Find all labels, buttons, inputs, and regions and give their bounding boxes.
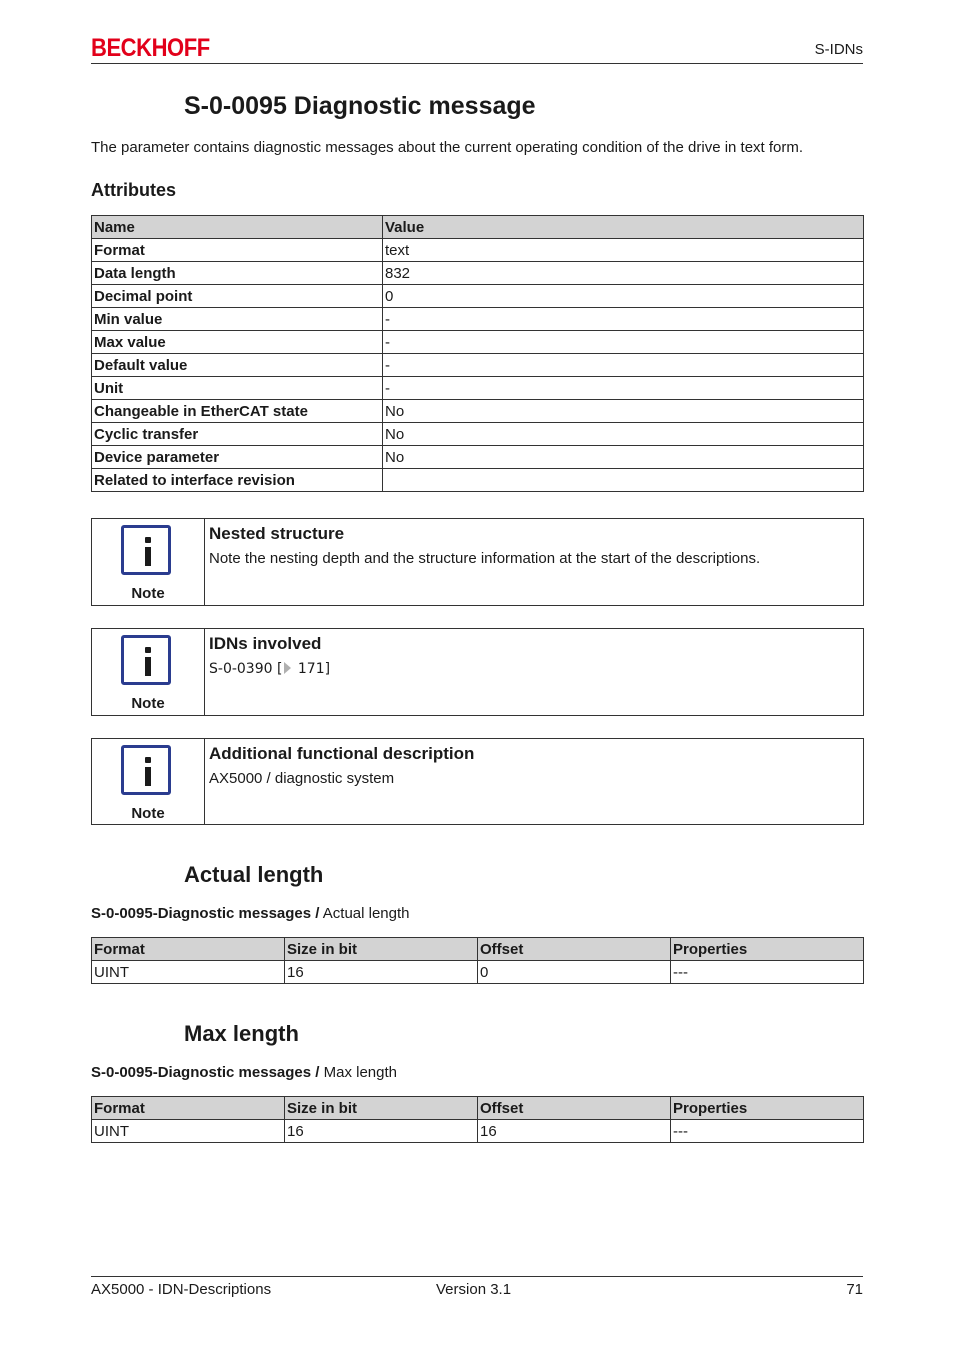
attr-name: Format: [92, 239, 383, 262]
subtitle-bold: S-0-0095-Diagnostic messages /: [91, 1064, 320, 1081]
brand-logo: BECKHOFF: [91, 34, 210, 62]
attr-name: Data length: [92, 262, 383, 285]
note-label: Note: [131, 805, 165, 822]
attr-name: Min value: [92, 308, 383, 331]
table-cell: UINT: [92, 961, 285, 984]
note-label: Note: [131, 585, 165, 602]
info-icon: [121, 635, 171, 685]
footer-version: Version 3.1: [436, 1281, 512, 1298]
page-title: S-0-0095 Diagnostic message: [184, 92, 536, 120]
col-header: Size in bit: [285, 938, 478, 961]
max-length-table: [91, 1096, 864, 1143]
table-cell: 16: [478, 1120, 671, 1143]
attributes-heading: Attributes: [91, 180, 176, 200]
table-row: [92, 469, 864, 492]
col-header: Format: [92, 938, 285, 961]
attr-value: No: [383, 400, 864, 423]
col-header: Offset: [478, 938, 671, 961]
table-cell: 0: [478, 961, 671, 984]
col-header: Properties: [671, 938, 864, 961]
info-icon: [121, 745, 171, 795]
note-title: Additional functional description: [209, 744, 475, 763]
note-title: Nested structure: [209, 524, 345, 543]
table-cell: 16: [285, 961, 478, 984]
attr-value: -: [383, 377, 864, 400]
attributes-table: [91, 215, 864, 492]
note-body: [205, 739, 863, 824]
attr-name: Unit: [92, 377, 383, 400]
table-header-row: [92, 938, 864, 961]
table-header-row: [92, 216, 864, 239]
table-row: [92, 423, 864, 446]
note-icon-column: [92, 629, 205, 715]
attr-name: Cyclic transfer: [92, 423, 383, 446]
subtitle-normal: Max length: [319, 1064, 397, 1081]
footer-document-title: AX5000 - IDN-Descriptions: [91, 1281, 272, 1298]
max-length-subtitle: [91, 1064, 397, 1081]
table-row: [92, 1120, 864, 1143]
attr-name: Device parameter: [92, 446, 383, 469]
table-row: [92, 377, 864, 400]
table-row: [92, 354, 864, 377]
table-cell: ---: [671, 1120, 864, 1143]
table-header-row: [92, 1097, 864, 1120]
note-body: [205, 629, 863, 715]
subtitle-normal: Actual length: [319, 905, 410, 922]
idn-cross-reference-link[interactable]: [209, 660, 863, 678]
col-header: Properties: [671, 1097, 864, 1120]
table-row: [92, 239, 864, 262]
attr-name: Decimal point: [92, 285, 383, 308]
note-functional-description: [91, 738, 864, 825]
col-header-value: Value: [383, 216, 864, 239]
info-icon: [121, 525, 171, 575]
page-number: 71: [846, 1281, 863, 1298]
intro-paragraph: The parameter contains diagnostic messages about the current operating condition of the drive in text form.: [91, 139, 804, 156]
note-label: Note: [131, 695, 165, 712]
note-nested-structure: [91, 518, 864, 606]
attr-name: Max value: [92, 331, 383, 354]
attr-value: [383, 469, 864, 492]
attr-name: Related to interface revision: [92, 469, 383, 492]
page-arrow-icon: [284, 662, 291, 674]
note-text: Note the nesting depth and the structure information at the start of the descriptions.: [209, 550, 761, 567]
max-length-heading: Max length: [184, 1021, 299, 1046]
attr-value: -: [383, 308, 864, 331]
table-row: [92, 285, 864, 308]
link-text: S-0-0390 [: [209, 661, 283, 677]
actual-length-heading: Actual length: [184, 862, 324, 887]
table-cell: UINT: [92, 1120, 285, 1143]
attr-value: No: [383, 423, 864, 446]
table-row: [92, 961, 864, 984]
col-header: Format: [92, 1097, 285, 1120]
table-cell: ---: [671, 961, 864, 984]
table-row: [92, 262, 864, 285]
attr-value: -: [383, 354, 864, 377]
attr-value: 0: [383, 285, 864, 308]
attr-value: No: [383, 446, 864, 469]
section-tag: S-IDNs: [814, 41, 863, 58]
col-header-name: Name: [92, 216, 383, 239]
attr-name: Default value: [92, 354, 383, 377]
actual-length-subtitle: [91, 905, 410, 922]
note-idns-involved: [91, 628, 864, 716]
note-text: AX5000 / diagnostic system: [209, 770, 395, 787]
attr-value: -: [383, 331, 864, 354]
col-header: Offset: [478, 1097, 671, 1120]
actual-length-table: [91, 937, 864, 984]
attr-name: Changeable in EtherCAT state: [92, 400, 383, 423]
note-icon-column: [92, 739, 205, 824]
attr-value: 832: [383, 262, 864, 285]
col-header: Size in bit: [285, 1097, 478, 1120]
note-icon-column: [92, 519, 205, 605]
table-cell: 16: [285, 1120, 478, 1143]
table-row: [92, 446, 864, 469]
note-body: [205, 519, 863, 605]
table-row: [92, 308, 864, 331]
header-divider: [91, 63, 863, 64]
attr-value: text: [383, 239, 864, 262]
link-page: 171]: [293, 661, 331, 677]
note-title: IDNs involved: [209, 634, 322, 653]
table-row: [92, 400, 864, 423]
subtitle-bold: S-0-0095-Diagnostic messages /: [91, 905, 320, 922]
footer-divider: [91, 1276, 863, 1277]
table-row: [92, 331, 864, 354]
